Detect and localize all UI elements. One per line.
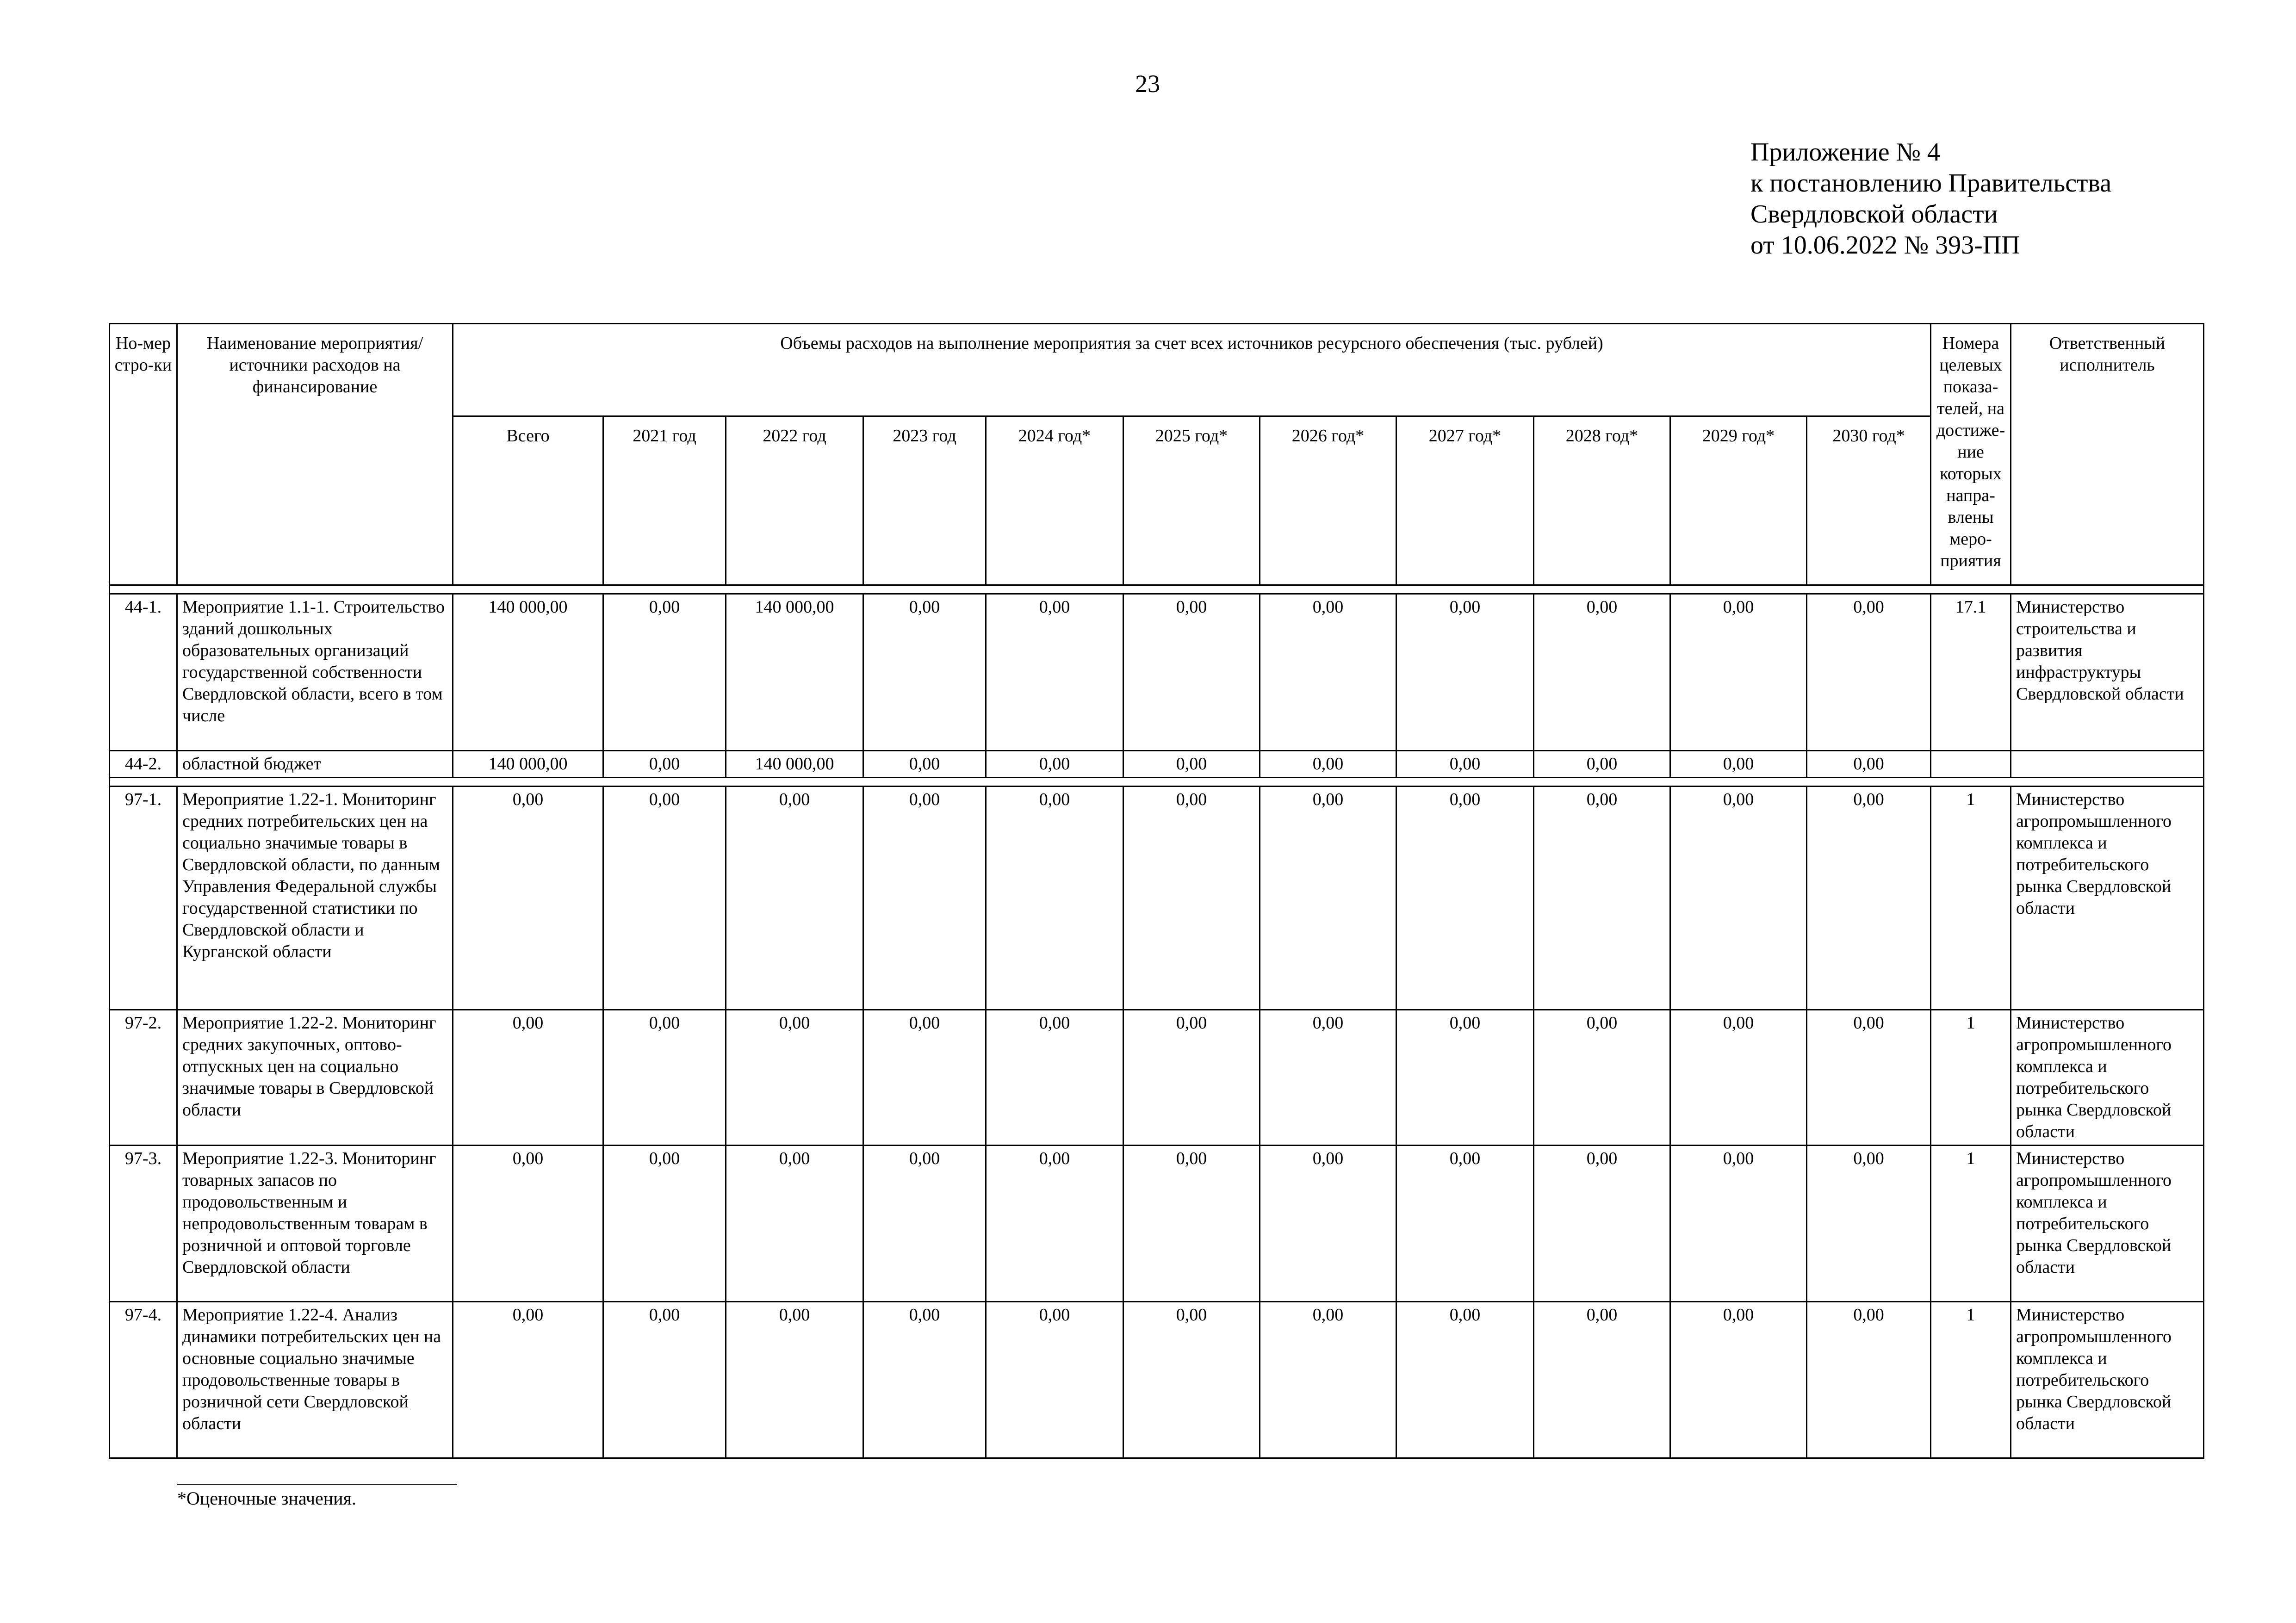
value-2026: 0,00 xyxy=(1260,594,1396,751)
value-2027: 0,00 xyxy=(1396,787,1534,1010)
value-2029: 0,00 xyxy=(1670,751,1807,778)
row-name: Мероприятие 1.1-1. Строительство зданий дошкольных образовательных организаций государственной собственности Свердловской области, всего в том числе xyxy=(177,594,453,751)
row-indicator: 17.1 xyxy=(1931,594,2011,751)
value-2022: 140 000,00 xyxy=(726,594,863,751)
value-2029: 0,00 xyxy=(1670,1146,1807,1302)
row-responsible: Министерство агропромышленного комплекса и потребительского рынка Свердловской области xyxy=(2011,787,2204,1010)
row-name: Мероприятие 1.22-3. Мониторинг товарных запасов по продовольственным и непродовольственным товарам в розничной и оптовой торговле Свердловской области xyxy=(177,1146,453,1302)
row-responsible: Министерство строительства и развития инфраструктуры Свердловской области xyxy=(2011,594,2204,751)
value-2027: 0,00 xyxy=(1396,1010,1534,1146)
value-2026: 0,00 xyxy=(1260,787,1396,1010)
value-2028: 0,00 xyxy=(1534,1010,1670,1146)
value-2028: 0,00 xyxy=(1534,751,1670,778)
value-2022: 140 000,00 xyxy=(726,751,863,778)
header-separator xyxy=(110,585,2204,594)
value-2023: 0,00 xyxy=(863,751,986,778)
value-total: 0,00 xyxy=(453,1146,603,1302)
value-2028: 0,00 xyxy=(1534,1146,1670,1302)
header-year-2030: 2030 год* xyxy=(1807,416,1931,585)
value-2029: 0,00 xyxy=(1670,1302,1807,1458)
value-2022: 0,00 xyxy=(726,787,863,1010)
value-2027: 0,00 xyxy=(1396,1302,1534,1458)
row-name: областной бюджет xyxy=(177,751,453,778)
row-indicator: 1 xyxy=(1931,1010,2011,1146)
row-indicator: 1 xyxy=(1931,1302,2011,1458)
value-total: 140 000,00 xyxy=(453,751,603,778)
value-2021: 0,00 xyxy=(603,1302,726,1458)
table-row xyxy=(110,787,2204,1010)
table-row xyxy=(110,594,2204,751)
appendix-line-1: Приложение № 4 xyxy=(1750,138,1940,167)
value-2024: 0,00 xyxy=(986,1302,1123,1458)
header-year-2023: 2023 год xyxy=(863,416,986,585)
value-2030: 0,00 xyxy=(1807,1146,1931,1302)
value-2025: 0,00 xyxy=(1123,787,1260,1010)
value-2028: 0,00 xyxy=(1534,1302,1670,1458)
value-2024: 0,00 xyxy=(986,751,1123,778)
page-number: 23 xyxy=(1135,70,1160,98)
header-row-number: Но-мер стро-ки xyxy=(110,324,177,585)
value-2025: 0,00 xyxy=(1123,1146,1260,1302)
value-2027: 0,00 xyxy=(1396,751,1534,778)
value-2030: 0,00 xyxy=(1807,594,1931,751)
header-volumes: Объемы расходов на выполнение мероприятия за счет всех источников ресурсного обеспечения (тыс. рублей) xyxy=(453,324,1931,416)
row-number: 97-2. xyxy=(110,1010,177,1146)
value-2030: 0,00 xyxy=(1807,787,1931,1010)
value-2026: 0,00 xyxy=(1260,1010,1396,1146)
header-year-2028: 2028 год* xyxy=(1534,416,1670,585)
header-year-2022: 2022 год xyxy=(726,416,863,585)
header-year-2025: 2025 год* xyxy=(1123,416,1260,585)
header-indicators: Номера целевых показа-телей, на достиже-ние которых напра-влены меро-приятия xyxy=(1931,324,2011,585)
header-name: Наименование мероприятия/ источники расходов на финансирование xyxy=(177,324,453,585)
row-responsible: Министерство агропромышленного комплекса и потребительского рынка Свердловской области xyxy=(2011,1302,2204,1458)
header-year-2029: 2029 год* xyxy=(1670,416,1807,585)
value-2023: 0,00 xyxy=(863,787,986,1010)
value-2027: 0,00 xyxy=(1396,594,1534,751)
value-total: 140 000,00 xyxy=(453,594,603,751)
header-year-2026: 2026 год* xyxy=(1260,416,1396,585)
row-responsible: Министерство агропромышленного комплекса и потребительского рынка Свердловской области xyxy=(2011,1010,2204,1146)
appendix-line-4: от 10.06.2022 № 393-ПП xyxy=(1750,231,2020,260)
value-2021: 0,00 xyxy=(603,787,726,1010)
value-total: 0,00 xyxy=(453,1010,603,1146)
value-2022: 0,00 xyxy=(726,1146,863,1302)
value-2021: 0,00 xyxy=(603,1146,726,1302)
value-2021: 0,00 xyxy=(603,594,726,751)
value-2029: 0,00 xyxy=(1670,787,1807,1010)
value-2023: 0,00 xyxy=(863,1302,986,1458)
footnote: *Оценочные значения. xyxy=(177,1488,357,1509)
value-2025: 0,00 xyxy=(1123,751,1260,778)
row-indicator xyxy=(1931,751,2011,778)
row-name: Мероприятие 1.22-2. Мониторинг средних закупочных, оптово-отпускных цен на социально значимые товары в Свердловской области xyxy=(177,1010,453,1146)
row-number: 44-1. xyxy=(110,594,177,751)
table-row xyxy=(110,1010,2204,1146)
header-year-2027: 2027 год* xyxy=(1396,416,1534,585)
value-2022: 0,00 xyxy=(726,1010,863,1146)
header-row-top xyxy=(110,324,2204,416)
value-2030: 0,00 xyxy=(1807,751,1931,778)
row-number: 44-2. xyxy=(110,751,177,778)
value-total: 0,00 xyxy=(453,1302,603,1458)
value-2030: 0,00 xyxy=(1807,1010,1931,1146)
row-responsible: Министерство агропромышленного комплекса и потребительского рынка Свердловской области xyxy=(2011,1146,2204,1302)
value-2029: 0,00 xyxy=(1670,1010,1807,1146)
value-2030: 0,00 xyxy=(1807,1302,1931,1458)
header-responsible: Ответственный исполнитель xyxy=(2011,324,2204,585)
table-row xyxy=(110,1302,2204,1458)
value-2026: 0,00 xyxy=(1260,751,1396,778)
footnote-divider xyxy=(177,1484,457,1485)
row-indicator: 1 xyxy=(1931,1146,2011,1302)
value-2029: 0,00 xyxy=(1670,594,1807,751)
value-2022: 0,00 xyxy=(726,1302,863,1458)
expenses-table xyxy=(109,323,2204,1459)
row-responsible xyxy=(2011,751,2204,778)
row-separator xyxy=(110,778,2204,787)
value-2023: 0,00 xyxy=(863,1146,986,1302)
value-2024: 0,00 xyxy=(986,787,1123,1010)
row-indicator: 1 xyxy=(1931,787,2011,1010)
value-2021: 0,00 xyxy=(603,751,726,778)
appendix-block xyxy=(1750,137,2111,261)
value-2021: 0,00 xyxy=(603,1010,726,1146)
value-2026: 0,00 xyxy=(1260,1146,1396,1302)
value-2025: 0,00 xyxy=(1123,1010,1260,1146)
value-2024: 0,00 xyxy=(986,1010,1123,1146)
value-2023: 0,00 xyxy=(863,1010,986,1146)
row-number: 97-4. xyxy=(110,1302,177,1458)
value-2023: 0,00 xyxy=(863,594,986,751)
value-2028: 0,00 xyxy=(1534,787,1670,1010)
value-2027: 0,00 xyxy=(1396,1146,1534,1302)
table-row xyxy=(110,1146,2204,1302)
value-2024: 0,00 xyxy=(986,1146,1123,1302)
value-2026: 0,00 xyxy=(1260,1302,1396,1458)
header-year-total: Всего xyxy=(453,416,603,585)
appendix-line-2: к постановлению Правительства xyxy=(1750,169,2112,198)
value-2028: 0,00 xyxy=(1534,594,1670,751)
value-total: 0,00 xyxy=(453,787,603,1010)
value-2025: 0,00 xyxy=(1123,1302,1260,1458)
value-2024: 0,00 xyxy=(986,594,1123,751)
row-number: 97-1. xyxy=(110,787,177,1010)
row-name: Мероприятие 1.22-1. Мониторинг средних потребительских цен на социально значимые товары в Свердловской области, по данным Управления Федеральной службы государственной статистики по Свердловской области и Курганской области xyxy=(177,787,453,1010)
table-row xyxy=(110,751,2204,778)
header-year-2024: 2024 год* xyxy=(986,416,1123,585)
value-2025: 0,00 xyxy=(1123,594,1260,751)
appendix-line-3: Свердловской области xyxy=(1750,200,1998,229)
row-number: 97-3. xyxy=(110,1146,177,1302)
header-year-2021: 2021 год xyxy=(603,416,726,585)
row-name: Мероприятие 1.22-4. Анализ динамики потребительских цен на основные социально значимые продовольственные товары в розничной сети Свердловской области xyxy=(177,1302,453,1458)
